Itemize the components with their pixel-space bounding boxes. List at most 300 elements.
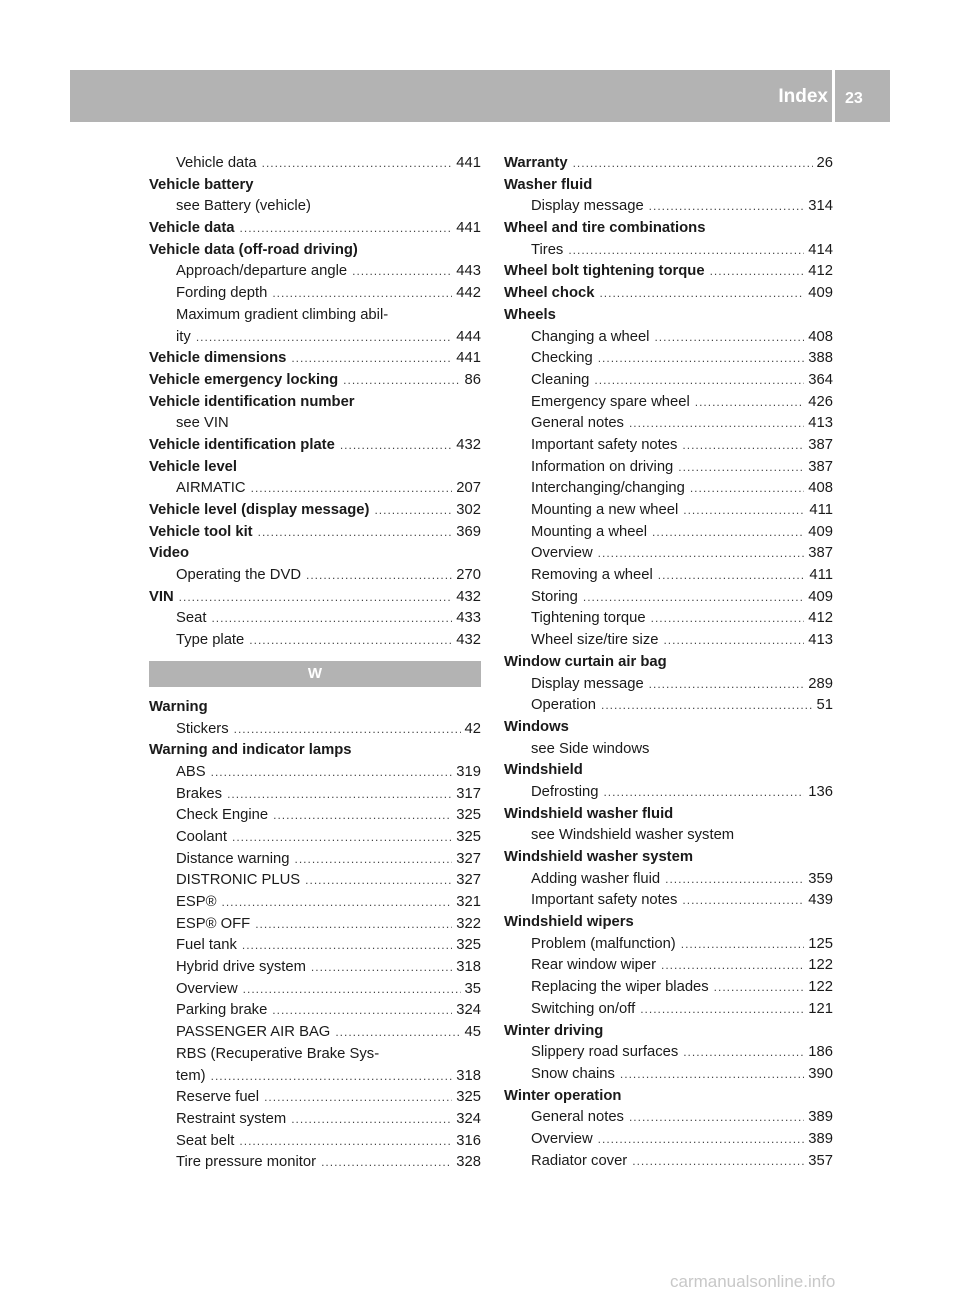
index-entry (504, 392, 833, 414)
entry-term: Tightening torque (531, 610, 646, 627)
index-entry (504, 782, 833, 804)
dot-leader (710, 261, 805, 283)
index-entry (149, 784, 481, 806)
entry-page-number: 324 (456, 1002, 481, 1019)
index-entry (504, 1086, 833, 1108)
entry-page-number: 390 (808, 1065, 833, 1082)
entry-page-number: 411 (809, 502, 833, 518)
index-entry (149, 240, 481, 262)
index-entry (149, 870, 481, 892)
index-entry (149, 543, 481, 565)
index-entry (149, 608, 481, 630)
index-entry (149, 478, 481, 500)
entry-page-number: 289 (808, 675, 833, 692)
index-entry (149, 849, 481, 871)
dot-leader (598, 543, 805, 565)
dot-leader (273, 805, 452, 827)
dot-leader (601, 695, 813, 717)
dot-leader (321, 1152, 452, 1174)
dot-leader (683, 1042, 804, 1064)
entry-term: see Windshield washer system (531, 827, 735, 844)
entry-page-number: 324 (456, 1110, 481, 1127)
entry-term: Vehicle level (display message) (149, 502, 370, 518)
index-entry (149, 153, 481, 175)
left-column (149, 153, 481, 1174)
entry-term: Stickers (176, 720, 229, 737)
dot-leader (649, 674, 805, 696)
entry-term: Overview (176, 980, 238, 997)
index-entry (149, 630, 481, 652)
index-entry (149, 697, 481, 719)
index-entry (504, 587, 833, 609)
entry-term: Reserve fuel (176, 1089, 260, 1106)
dot-leader (599, 283, 804, 305)
index-entry (149, 283, 481, 305)
entry-term: Snow chains (531, 1065, 615, 1082)
index-entry (149, 435, 481, 457)
entry-term: Problem (malfunction) (531, 935, 676, 952)
entry-term: Overview (531, 545, 593, 562)
entry-page-number: 387 (808, 436, 833, 453)
index-entry (504, 218, 833, 240)
dot-leader (291, 1109, 452, 1131)
entry-term: ABS (176, 763, 206, 780)
entry-term: Washer fluid (504, 176, 593, 193)
entry-term: Hybrid drive system (176, 959, 306, 976)
index-entry (504, 695, 833, 717)
dot-leader (249, 630, 452, 652)
index-entry (149, 1152, 481, 1174)
page-title: Index (778, 86, 828, 107)
dot-leader (681, 934, 805, 956)
entry-page-number: 317 (456, 785, 481, 802)
index-entry (149, 719, 481, 741)
entry-page-number: 412 (808, 610, 833, 627)
entry-term: Winter operation (504, 1087, 622, 1104)
dot-leader (652, 522, 804, 544)
dot-leader (632, 1151, 804, 1173)
entry-page-number: 387 (808, 458, 833, 475)
index-entry (504, 175, 833, 197)
entry-term: Slippery road surfaces (531, 1044, 679, 1061)
index-entry (149, 587, 481, 609)
entry-page-number: 389 (808, 1130, 833, 1147)
dot-leader (272, 283, 452, 305)
entry-page-number: 359 (808, 870, 833, 887)
left-entries (149, 153, 481, 652)
entry-page-number: 369 (456, 523, 481, 540)
entry-page-number: 186 (808, 1044, 833, 1061)
index-entry (504, 739, 833, 761)
dot-leader (240, 218, 453, 240)
index-entry (149, 1109, 481, 1131)
dot-leader (211, 762, 453, 784)
entry-term: RBS (Recuperative Brake Sys- (176, 1045, 380, 1062)
index-entry (504, 522, 833, 544)
dot-leader (291, 348, 452, 370)
entry-page-number: 441 (456, 155, 481, 171)
dot-leader (573, 153, 813, 175)
dot-leader (663, 630, 804, 652)
entry-page-number: 325 (456, 807, 481, 824)
index-entry (504, 869, 833, 891)
entry-page-number: 318 (456, 1067, 481, 1084)
index-entry (149, 457, 481, 479)
entry-term: Warning and indicator lamps (149, 742, 352, 759)
dot-leader (311, 957, 452, 979)
index-entry (504, 478, 833, 500)
entry-term: Replacing the wiper blades (531, 979, 709, 996)
entry-page-number: 432 (456, 632, 481, 649)
dot-leader (222, 892, 453, 914)
index-entry (504, 1151, 833, 1173)
entry-term: Display message (531, 675, 644, 692)
entry-term: Vehicle dimensions (149, 350, 287, 367)
dot-leader (242, 935, 452, 957)
entry-page-number: 42 (464, 720, 481, 737)
dot-leader (678, 457, 804, 479)
dot-leader (295, 849, 453, 871)
entry-page-number: 325 (456, 1089, 481, 1106)
entry-page-number: 441 (456, 220, 481, 237)
entry-page-number: 328 (456, 1154, 481, 1171)
entry-page-number: 432 (456, 436, 481, 453)
dot-leader (594, 370, 804, 392)
dot-leader (264, 1087, 452, 1109)
entry-page-number: 327 (456, 850, 481, 867)
entry-term: ESP® (176, 894, 217, 910)
index-entry (504, 370, 833, 392)
dot-leader (598, 348, 805, 370)
entry-term: Coolant (176, 828, 228, 845)
entry-page-number: 270 (456, 567, 481, 584)
index-entry (149, 935, 481, 957)
entry-page-number: 414 (808, 241, 833, 258)
entry-page-number: 442 (456, 285, 481, 302)
entry-term: Switching on/off (531, 1000, 636, 1017)
entry-term: DISTRONIC PLUS (176, 872, 301, 889)
entry-term: Brakes (176, 785, 223, 802)
watermark: carmanualsonline.info (670, 1272, 836, 1291)
dot-leader (227, 784, 452, 806)
entry-term: tem) (176, 1067, 206, 1084)
entry-term: Type plate (176, 632, 245, 649)
entry-term: Vehicle tool kit (149, 523, 253, 540)
dot-leader (258, 522, 453, 544)
dot-leader (374, 500, 452, 522)
entry-page-number: 409 (808, 588, 833, 605)
entry-term: Maximum gradient climbing abil- (176, 306, 389, 323)
index-entry (504, 674, 833, 696)
entry-term: General notes (531, 415, 624, 432)
index-entry (149, 261, 481, 283)
index-entry (504, 261, 833, 283)
entry-page-number: 388 (808, 350, 833, 367)
entry-page-number: 413 (808, 415, 833, 432)
entry-term: Windshield wipers (504, 914, 634, 931)
entry-term: Checking (531, 350, 593, 367)
entry-page-number: 432 (456, 588, 481, 605)
entry-page-number: 122 (808, 979, 833, 996)
entry-term: General notes (531, 1109, 624, 1126)
entry-term: Cleaning (531, 371, 590, 388)
entry-page-number: 122 (808, 957, 833, 974)
index-entry (149, 957, 481, 979)
dot-leader (243, 979, 461, 1001)
entry-term: Tires (531, 241, 564, 258)
dot-leader (335, 1022, 460, 1044)
entry-page-number: 86 (464, 371, 481, 388)
index-entry (149, 762, 481, 784)
entry-page-number: 409 (808, 523, 833, 540)
entry-page-number: 408 (808, 328, 833, 345)
index-entry (504, 327, 833, 349)
dot-leader (658, 565, 806, 587)
dot-leader (654, 327, 804, 349)
entry-page-number: 433 (456, 610, 481, 627)
entry-term: Operating the DVD (176, 567, 302, 584)
index-entry (504, 457, 833, 479)
entry-term: Winter driving (504, 1022, 604, 1039)
dot-leader (640, 999, 804, 1021)
entry-term: Windshield washer fluid (504, 805, 674, 822)
index-entry (149, 218, 481, 240)
dot-leader (598, 1129, 805, 1151)
index-entry (149, 392, 481, 414)
dot-leader (603, 782, 804, 804)
entry-term: Display message (531, 198, 644, 215)
entry-term: Overview (531, 1130, 593, 1147)
index-entry (149, 1066, 481, 1088)
entry-term: Tire pressure monitor (176, 1154, 317, 1171)
entry-page-number: 413 (808, 632, 833, 649)
entry-term: PASSENGER AIR BAG (176, 1024, 331, 1041)
entry-term: AIRMATIC (176, 480, 246, 497)
dot-leader (583, 587, 804, 609)
dot-leader (343, 370, 460, 392)
entry-term: ESP® OFF (176, 915, 251, 932)
dot-leader (629, 1107, 804, 1129)
entry-page-number: 443 (456, 263, 481, 280)
index-entry (149, 413, 481, 435)
page-number: 23 (845, 90, 863, 107)
entry-term: Vehicle identification plate (149, 436, 335, 453)
entry-page-number: 207 (456, 480, 481, 497)
entry-page-number: 45 (464, 1024, 481, 1041)
dot-leader (211, 608, 452, 630)
entry-term: ity (176, 328, 191, 345)
entry-term: Rear window wiper (531, 957, 657, 974)
entry-page-number: 302 (456, 502, 481, 518)
dot-leader (649, 196, 805, 218)
entry-page-number: 327 (456, 872, 481, 889)
dot-leader (306, 565, 452, 587)
index-entry (504, 717, 833, 739)
section-header-w: W (149, 661, 481, 687)
dot-leader (196, 327, 452, 349)
dot-leader (251, 478, 453, 500)
entry-page-number: 411 (809, 567, 833, 584)
index-entry (504, 500, 833, 522)
dot-leader (661, 955, 804, 977)
dot-leader (695, 392, 805, 414)
entry-page-number: 409 (808, 285, 833, 302)
index-entry (149, 370, 481, 392)
index-entry (149, 914, 481, 936)
index-entry (149, 565, 481, 587)
index-entry (504, 543, 833, 565)
index-entry (504, 804, 833, 826)
entry-term: Windshield washer system (504, 849, 693, 865)
entry-page-number: 426 (808, 393, 833, 410)
dot-leader (714, 977, 805, 999)
index-entry (149, 1087, 481, 1109)
entry-term: Check Engine (176, 807, 269, 824)
entry-page-number: 314 (808, 198, 833, 215)
dot-leader (682, 435, 804, 457)
entry-page-number: 357 (808, 1152, 833, 1169)
entry-term: Storing (531, 588, 578, 605)
index-entry (504, 305, 833, 327)
index-entry (504, 760, 833, 782)
entry-term: Window curtain air bag (504, 653, 667, 670)
entry-term: Fuel tank (176, 937, 237, 954)
entry-page-number: 319 (456, 763, 481, 780)
entry-page-number: 321 (456, 894, 481, 910)
entry-term: Mounting a wheel (531, 523, 647, 540)
index-entry (149, 522, 481, 544)
dot-leader (234, 719, 461, 741)
entry-term: Defrosting (531, 783, 599, 800)
header-divider (832, 70, 835, 122)
entry-term: Vehicle data (176, 155, 257, 171)
entry-term: Vehicle emergency locking (149, 371, 339, 388)
dot-leader (690, 478, 804, 500)
entry-page-number: 316 (456, 1132, 481, 1149)
index-entry (504, 565, 833, 587)
index-entry (504, 847, 833, 869)
entry-page-number: 51 (816, 697, 833, 714)
index-entry (149, 827, 481, 849)
index-entry (149, 805, 481, 827)
entry-term: see Side windows (531, 740, 650, 757)
entry-term: Seat belt (176, 1132, 235, 1149)
dot-leader (305, 870, 452, 892)
entry-term: Windshield (504, 762, 583, 779)
index-entry (149, 196, 481, 218)
index-entry (504, 630, 833, 652)
entry-term: Adding washer fluid (531, 870, 661, 887)
entry-term: Vehicle battery (149, 176, 254, 193)
entry-term: Video (149, 545, 190, 562)
entry-page-number: 26 (816, 155, 833, 171)
index-entry (504, 348, 833, 370)
entry-page-number: 322 (456, 915, 481, 932)
dot-leader (352, 261, 452, 283)
dot-leader (682, 890, 804, 912)
entry-term: Removing a wheel (531, 567, 653, 584)
entry-page-number: 439 (808, 892, 833, 909)
entry-page-number: 387 (808, 545, 833, 562)
entry-term: Wheel size/tire size (531, 632, 659, 649)
index-entry (504, 934, 833, 956)
index-entry (149, 1131, 481, 1153)
entry-page-number: 444 (456, 328, 481, 345)
entry-term: Information on driving (531, 458, 674, 475)
dot-leader (340, 435, 452, 457)
index-entry (149, 1000, 481, 1022)
entry-term: Seat (176, 610, 207, 627)
dot-leader (239, 1131, 452, 1153)
entry-term: Important safety notes (531, 436, 678, 453)
index-entry (504, 413, 833, 435)
entry-page-number: 389 (808, 1109, 833, 1126)
entry-term: Vehicle data (149, 220, 235, 237)
entry-page-number: 125 (808, 935, 833, 952)
entry-page-number: 318 (456, 959, 481, 976)
entry-term: Vehicle data (off-road driving) (149, 241, 358, 258)
index-entry (504, 890, 833, 912)
index-entry (149, 348, 481, 370)
entry-term: Distance warning (176, 850, 290, 867)
index-entry (504, 1021, 833, 1043)
index-entry (149, 305, 481, 327)
entry-page-number: 364 (808, 371, 833, 388)
index-entry (504, 435, 833, 457)
entry-term: Changing a wheel (531, 328, 650, 345)
entry-term: Approach/departure angle (176, 263, 348, 280)
dot-leader (568, 240, 804, 262)
index-entry (504, 1107, 833, 1129)
entry-term: Vehicle level (149, 458, 238, 475)
entry-term: Important safety notes (531, 892, 678, 909)
index-entry (149, 1022, 481, 1044)
entry-page-number: 408 (808, 480, 833, 497)
entry-page-number: 325 (456, 937, 481, 954)
entry-page-number: 35 (464, 980, 481, 997)
index-entry (149, 175, 481, 197)
entry-term: Warning (149, 698, 208, 715)
entry-term: Parking brake (176, 1002, 268, 1019)
index-entry (149, 500, 481, 522)
dot-leader (651, 608, 805, 630)
index-entry (149, 740, 481, 762)
entry-term: see Battery (vehicle) (176, 198, 311, 215)
entry-page-number: 136 (808, 783, 833, 800)
w-entries (149, 697, 481, 1174)
index-entry (504, 1042, 833, 1064)
index-entry (149, 892, 481, 914)
entry-page-number: 121 (808, 1000, 833, 1017)
entry-term: Windows (504, 718, 569, 735)
index-entry (504, 1129, 833, 1151)
entry-term: Wheels (504, 306, 556, 323)
right-column (504, 153, 833, 1172)
dot-leader (272, 1000, 452, 1022)
dot-leader (629, 413, 804, 435)
index-entry (149, 1044, 481, 1066)
index-entry (504, 283, 833, 305)
entry-term: Operation (531, 697, 596, 714)
entry-term: Radiator cover (531, 1152, 628, 1169)
dot-leader (179, 587, 453, 609)
dot-leader (255, 914, 452, 936)
index-entry (504, 652, 833, 674)
entry-term: Restraint system (176, 1110, 287, 1127)
entry-term: Wheel and tire combinations (504, 220, 706, 237)
entry-term: Interchanging/changing (531, 480, 685, 497)
entry-term: VIN (149, 588, 174, 605)
